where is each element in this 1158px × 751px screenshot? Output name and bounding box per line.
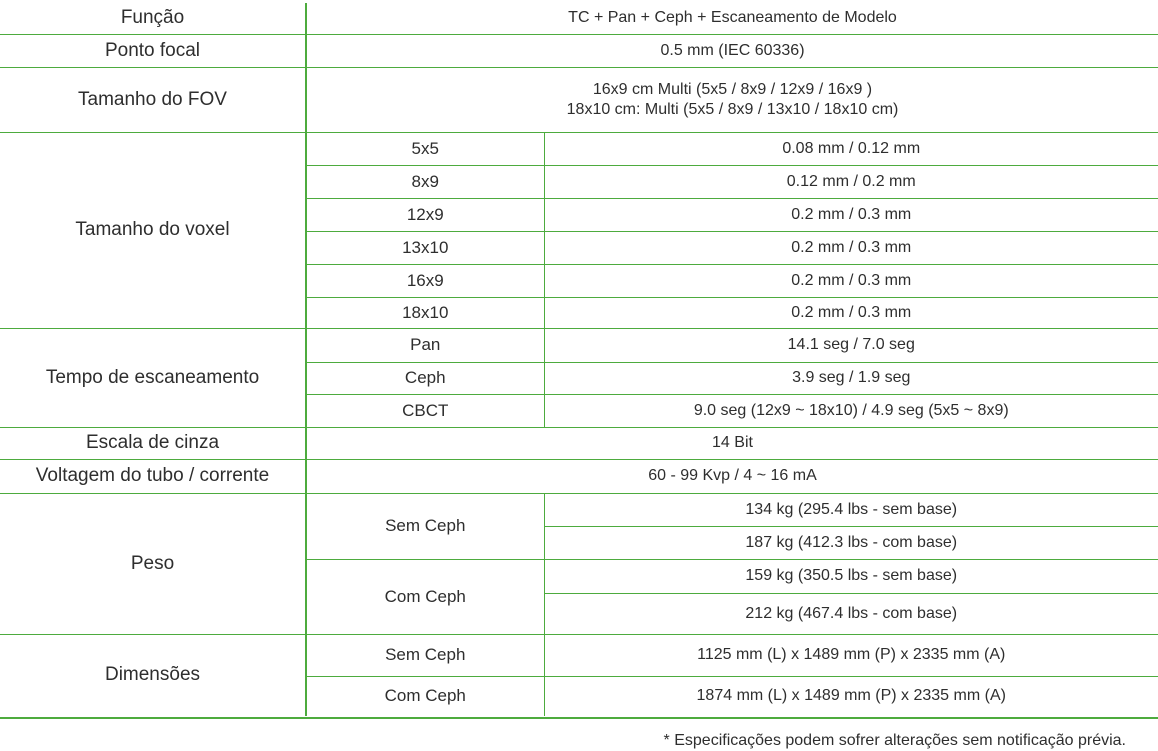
row-label-funcao: Função [0,3,306,34]
tempo-sub-label: Pan [306,328,544,362]
row-label-voltagem: Voltagem do tubo / corrente [0,459,306,493]
voxel-value: 0.12 mm / 0.2 mm [544,165,1158,198]
row-label-peso: Peso [0,493,306,634]
dimensoes-sub-label: Com Ceph [306,676,544,716]
voxel-sub-label: 16x9 [306,264,544,297]
row-label-fov: Tamanho do FOV [0,67,306,132]
table-row [0,493,1158,526]
tempo-value: 14.1 seg / 7.0 seg [544,328,1158,362]
tempo-value: 3.9 seg / 1.9 seg [544,362,1158,394]
table-bottom-rule [0,717,1158,719]
tempo-value: 9.0 seg (12x9 ~ 18x10) / 4.9 seg (5x5 ~ 8x9) [544,394,1158,427]
voxel-sub-label: 13x10 [306,231,544,264]
table-row [0,3,1158,34]
fov-line-2: 18x10 cm: Multi (5x5 / 8x9 / 13x10 / 18x10 cm) [566,100,899,118]
fov-line-1: 16x9 cm Multi (5x5 / 8x9 / 12x9 / 16x9 ) [592,80,873,98]
peso-value: 212 kg (467.4 lbs - com base) [544,593,1158,634]
table-row [0,634,1158,676]
voxel-value: 0.2 mm / 0.3 mm [544,264,1158,297]
voxel-sub-label: 12x9 [306,198,544,231]
table-row [0,34,1158,67]
tempo-sub-label: CBCT [306,394,544,427]
peso-sub-label: Com Ceph [306,559,544,634]
row-label-ponto-focal: Ponto focal [0,34,306,67]
voxel-sub-label: 5x5 [306,132,544,165]
value-ponto-focal: 0.5 mm (IEC 60336) [306,34,1158,67]
peso-sub-label: Sem Ceph [306,493,544,559]
row-label-voxel: Tamanho do voxel [0,132,306,328]
table-row [0,459,1158,493]
voxel-sub-label: 18x10 [306,297,544,328]
table-row [0,328,1158,362]
value-funcao: TC + Pan + Ceph + Escaneamento de Modelo [568,9,897,27]
row-label-dimensoes: Dimensões [0,634,306,716]
dimensoes-value: 1874 mm (L) x 1489 mm (P) x 2335 mm (A) [544,676,1158,716]
row-label-tempo: Tempo de escaneamento [0,328,306,427]
footnote: * Especificações podem sofrer alterações sem notificação prévia. [663,732,1126,749]
voxel-value: 0.2 mm / 0.3 mm [544,297,1158,328]
table-row [0,132,1158,165]
dimensoes-sub-label: Sem Ceph [306,634,544,676]
value-voltagem: 60 - 99 Kvp / 4 ~ 16 mA [306,459,1158,493]
peso-value: 134 kg (295.4 lbs - sem base) [544,493,1158,526]
voxel-value: 0.2 mm / 0.3 mm [544,231,1158,264]
value-fov [306,67,1158,132]
specifications-table [0,3,1158,716]
voxel-sub-label: 8x9 [306,165,544,198]
dimensoes-value: 1125 mm (L) x 1489 mm (P) x 2335 mm (A) [544,634,1158,676]
tempo-sub-label: Ceph [306,362,544,394]
table-row [0,67,1158,132]
row-label-escala: Escala de cinza [0,427,306,459]
value-escala: 14 Bit [306,427,1158,459]
voxel-value: 0.08 mm / 0.12 mm [544,132,1158,165]
peso-value: 187 kg (412.3 lbs - com base) [544,526,1158,559]
voxel-value: 0.2 mm / 0.3 mm [544,198,1158,231]
peso-value: 159 kg (350.5 lbs - sem base) [544,559,1158,593]
table-row [0,427,1158,459]
